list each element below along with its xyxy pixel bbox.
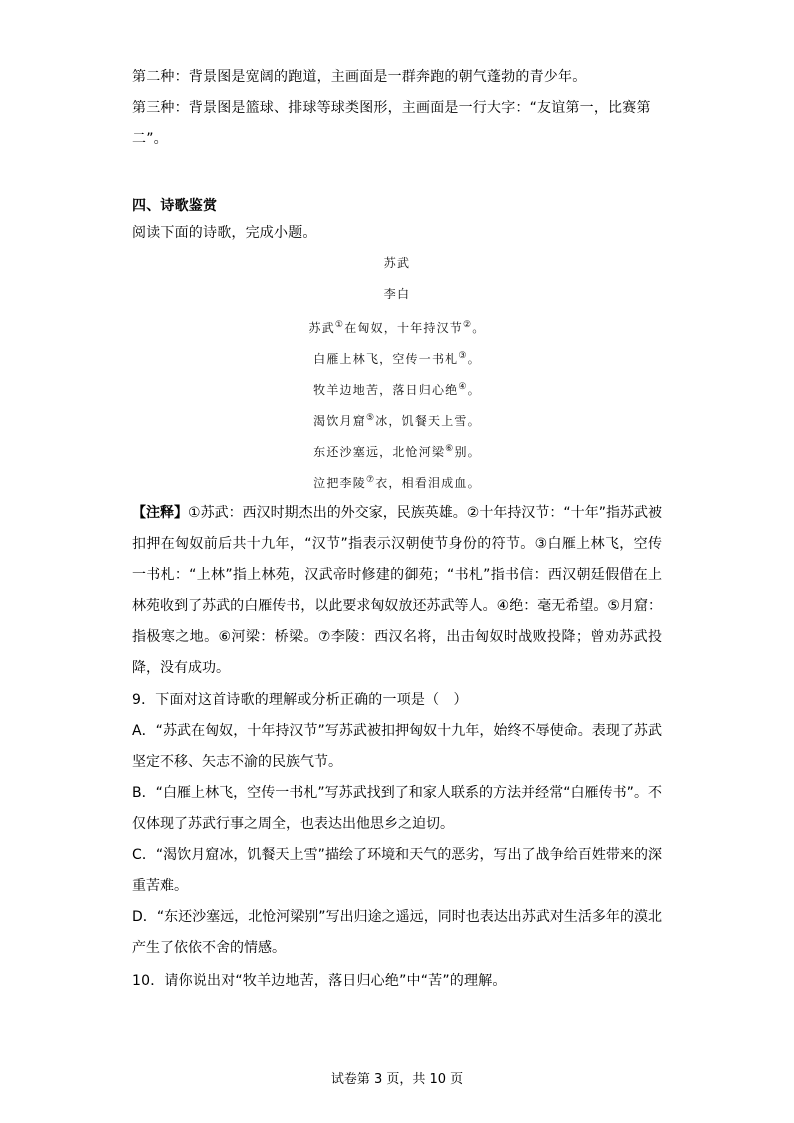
intro-type3-line2: 二”。 — [132, 131, 168, 147]
section-heading: 四、诗歌鉴赏 — [132, 198, 218, 214]
page-footer: 试卷第 3 页，共 10 页 — [330, 1072, 464, 1087]
poem-notes — [132, 498, 662, 684]
question-9-option-b: B．“白雁上林飞，空传一书札”写苏武找到了和家人联系的方法并经常“白雁传书”。不仅体现了苏武行事之周全，也表达出他思乡之迫切。 — [132, 785, 662, 832]
notes-text: ①苏武：西汉时期杰出的外交家，民族英雄。②十年持汉节：“十年”指苏武被扣押在匈奴前后共十九年，“汉节”指表示汉朝使节身份的符节。③白雁上林飞，空传一书札：“上林”指上林苑，汉武帝时修建的御苑；“书札”指书信：西汉朝廷假借在上林苑收到了苏武的白雁传书，以此要求匈奴放还苏武等人。④绝：毫无希望。⑤月窟：指极寒之地。⑥河梁：桥梁。⑦李陵：西汉名将，出击匈奴时战败投降；曾劝苏武投降，没有成功。 — [132, 505, 663, 676]
poem — [0, 248, 794, 496]
question-10-stem: 10．请你说出对“牧羊边地苦，落日归心绝”中“苦”的理解。 — [132, 973, 507, 989]
poem-title: 苏武 — [383, 256, 411, 270]
section-instruction: 阅读下面的诗歌，完成小题。 — [132, 225, 317, 241]
poem-line: 泣把李陵⑦衣，相看泪成血。 — [313, 475, 481, 490]
question-9-option-c: C．“渴饮月窟冰，饥餐天上雪”描绘了环境和天气的恶劣，写出了战争给百姓带来的深重苦难。 — [132, 847, 662, 894]
question-9-stem: 9．下面对这首诗歌的理解或分析正确的一项是（ ） — [132, 692, 468, 708]
poem-author: 李白 — [383, 287, 411, 301]
poem-line: 白雁上林飞，空传一书札③。 — [313, 351, 481, 366]
question-9-option-d: D．“东还沙塞远，北怆河梁别”写出归途之遥远，同时也表达出苏武对生活多年的漠北产生了依依不舍的情感。 — [132, 909, 662, 956]
notes-label: 【注释】 — [132, 505, 189, 521]
intro-type3-line1: 第三种：背景图是篮球、排球等球类图形，主画面是一行大字：“友谊第一，比赛第 — [132, 100, 651, 116]
poem-line: 牧羊边地苦，落日归心绝④。 — [313, 382, 481, 397]
poem-line: 渴饮月窟⑤冰，饥餐天上雪。 — [313, 413, 481, 428]
poem-line: 苏武①在匈奴，十年持汉节②。 — [308, 320, 486, 335]
question-9-option-a: A．“苏武在匈奴，十年持汉节”写苏武被扣押匈奴十九年，始终不辱使命。表现了苏武坚定不移、矢志不渝的民族气节。 — [132, 723, 662, 770]
intro-type2: 第二种：背景图是宽阔的跑道，主画面是一群奔跑的朝气蓬勃的青少年。 — [132, 69, 587, 85]
poem-line: 东还沙塞远，北怆河梁⑥别。 — [313, 444, 481, 459]
